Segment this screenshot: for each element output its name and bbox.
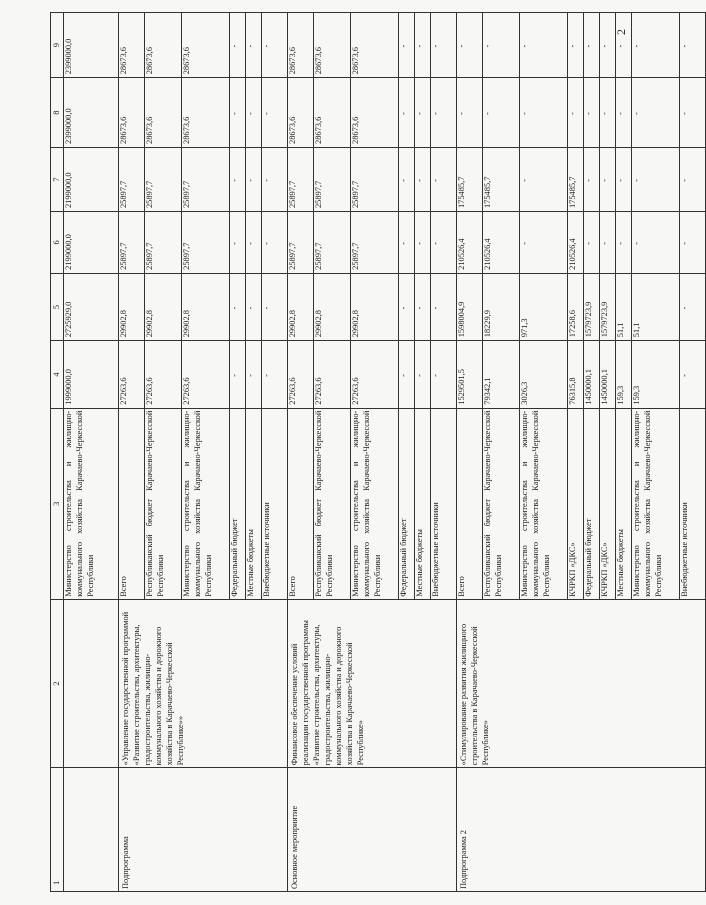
value-cell: 25897,7 xyxy=(182,212,230,274)
value-cell: - xyxy=(262,78,288,148)
value-cell: 27263,6 xyxy=(314,341,351,408)
value-cell: - xyxy=(616,212,632,274)
value-cell: - xyxy=(262,212,288,274)
table-row xyxy=(64,13,119,892)
main-activity-type-cell: Основное мероприятие xyxy=(288,768,457,892)
main-activity-title-cell: Финансовое обеспечение условий реализации государственной программы «Развитие строительства, архитектуры, градостроительства, жилищно-коммунального хозяйства и дорожного хозяйства в Карачаево-Черкесской Республике» xyxy=(288,599,457,768)
value-cell: 2199000,0 xyxy=(64,147,119,211)
value-cell: - xyxy=(230,147,246,211)
value-cell: - xyxy=(520,13,568,78)
value-cell: 1579723,9 xyxy=(584,273,600,340)
value-cell: 25897,7 xyxy=(145,212,182,274)
value-cell: - xyxy=(483,78,520,148)
funding-source-cell: Министерство строительства и жилищно-коммунального хозяйства Карачаево-Черкесской Республики xyxy=(520,408,568,599)
value-cell: - xyxy=(483,13,520,78)
value-cell: - xyxy=(415,341,431,408)
value-cell: - xyxy=(246,341,262,408)
funding-source-cell: Министерство строительства и жилищно-коммунального хозяйства Карачаево-Черкесской Республики xyxy=(351,408,399,599)
value-cell: 210526,4 xyxy=(457,212,483,274)
value-cell: - xyxy=(632,147,680,211)
subprogram-1-title-cell: «Управление государственной программой «Развитие строительства, архитектуры, градостроительства, жилищно-коммунального хозяйства и дорожного хозяйства в Карачаево-Черкесской Республике»» xyxy=(119,599,288,768)
table-row xyxy=(288,13,314,892)
value-cell: - xyxy=(584,147,600,211)
value-cell: - xyxy=(415,13,431,78)
value-cell: - xyxy=(600,212,616,274)
funding-source-cell: Министерство строительства и жилищно-коммунального хозяйства Карачаево-Черкесской Республики xyxy=(64,408,119,599)
value-cell: - xyxy=(632,13,680,78)
funding-source-cell: Местные бюджеты xyxy=(415,408,431,599)
funding-source-cell: Местные бюджеты xyxy=(246,408,262,599)
value-cell: - xyxy=(262,13,288,78)
value-cell: 159,3 xyxy=(632,341,680,408)
column-number-3: 3 xyxy=(51,408,64,599)
value-cell: - xyxy=(584,78,600,148)
value-cell: 3026,3 xyxy=(520,341,568,408)
value-cell: 175485,7 xyxy=(457,147,483,211)
value-cell: 29902,8 xyxy=(119,273,145,340)
value-cell: - xyxy=(246,78,262,148)
value-cell: - xyxy=(680,341,706,408)
value-cell: - xyxy=(399,341,415,408)
value-cell: - xyxy=(616,78,632,148)
value-cell: 25897,7 xyxy=(288,212,314,274)
value-cell: 175485,7 xyxy=(568,147,584,211)
value-cell: - xyxy=(230,13,246,78)
value-cell: - xyxy=(246,147,262,211)
funding-source-cell: Республиканский бюджет Карачаево-Черкесской Республики xyxy=(314,408,351,599)
value-cell: - xyxy=(262,341,288,408)
value-cell: 28673,6 xyxy=(182,78,230,148)
value-cell: 25897,7 xyxy=(314,147,351,211)
budget-table xyxy=(50,12,706,892)
column-number-2: 2 xyxy=(51,599,64,768)
value-cell: - xyxy=(520,212,568,274)
value-cell: - xyxy=(431,273,457,340)
value-cell: 25897,7 xyxy=(351,212,399,274)
value-cell: - xyxy=(415,78,431,148)
value-cell: 28673,6 xyxy=(288,78,314,148)
value-cell: 1450000,1 xyxy=(584,341,600,408)
value-cell: 2399000,0 xyxy=(64,78,119,148)
value-cell: - xyxy=(431,78,457,148)
value-cell: - xyxy=(246,13,262,78)
value-cell: - xyxy=(616,13,632,78)
column-number-5: 5 xyxy=(51,273,64,340)
value-cell: - xyxy=(230,212,246,274)
value-cell: 28673,6 xyxy=(119,13,145,78)
value-cell: - xyxy=(246,212,262,274)
value-cell: - xyxy=(568,13,584,78)
value-cell: 29902,8 xyxy=(314,273,351,340)
value-cell: 25897,7 xyxy=(288,147,314,211)
column-number-4: 4 xyxy=(51,341,64,408)
value-cell: - xyxy=(680,147,706,211)
value-cell: 25897,7 xyxy=(351,147,399,211)
value-cell: 28673,6 xyxy=(314,78,351,148)
value-cell: - xyxy=(230,273,246,340)
value-cell: - xyxy=(616,147,632,211)
column-number-1: 1 xyxy=(51,768,64,892)
value-cell: - xyxy=(431,13,457,78)
value-cell: - xyxy=(415,147,431,211)
value-cell: 28673,6 xyxy=(351,13,399,78)
value-cell: - xyxy=(246,273,262,340)
funding-source-cell: Внебюджетные источники xyxy=(262,408,288,599)
value-cell: 28673,6 xyxy=(351,78,399,148)
funding-source-cell: Внебюджетные источники xyxy=(680,408,706,599)
value-cell: 28673,6 xyxy=(145,78,182,148)
value-cell: - xyxy=(415,212,431,274)
value-cell: 28673,6 xyxy=(314,13,351,78)
page-number: 2 xyxy=(614,29,628,35)
funding-source-cell: Местные бюджеты xyxy=(616,408,632,599)
column-number-9: 9 xyxy=(51,13,64,78)
value-cell: 2399000,0 xyxy=(64,13,119,78)
value-cell: - xyxy=(680,212,706,274)
value-cell: 17258,6 xyxy=(568,273,584,340)
value-cell: - xyxy=(431,147,457,211)
value-cell: 1999000,0 xyxy=(64,341,119,408)
funding-source-cell: Республиканский бюджет Карачаево-Черкесской Республики xyxy=(483,408,520,599)
value-cell: 29902,8 xyxy=(288,273,314,340)
funding-source-cell: Министерство строительства и жилищно-коммунального хозяйства Карачаево-Черкесской Республики xyxy=(182,408,230,599)
value-cell: 29902,8 xyxy=(145,273,182,340)
value-cell: 25897,7 xyxy=(182,147,230,211)
value-cell: - xyxy=(632,78,680,148)
value-cell: - xyxy=(399,212,415,274)
value-cell: 971,3 xyxy=(520,273,568,340)
value-cell: 29902,8 xyxy=(351,273,399,340)
funding-source-cell: Всего xyxy=(457,408,483,599)
value-cell: - xyxy=(680,78,706,148)
subprogram-2-type-cell: Подпрограмма 2 xyxy=(457,768,706,892)
column-number-row xyxy=(51,13,64,892)
value-cell: - xyxy=(680,273,706,340)
value-cell: 27263,6 xyxy=(182,341,230,408)
value-cell: 25897,7 xyxy=(145,147,182,211)
value-cell: 2199000,0 xyxy=(64,212,119,274)
table-row xyxy=(457,13,483,892)
subprogram-1-type-cell: Подпрограмма xyxy=(119,768,288,892)
value-cell: 25897,7 xyxy=(314,212,351,274)
value-cell: - xyxy=(600,147,616,211)
value-cell: - xyxy=(415,273,431,340)
value-cell: 1598004,9 xyxy=(457,273,483,340)
value-cell: - xyxy=(520,147,568,211)
value-cell: 1450000,1 xyxy=(600,341,616,408)
funding-source-cell: Федеральный бюджет xyxy=(399,408,415,599)
value-cell: 159,3 xyxy=(616,341,632,408)
value-cell: 210526,4 xyxy=(483,212,520,274)
value-cell: - xyxy=(399,273,415,340)
value-cell: - xyxy=(568,78,584,148)
value-cell: 27263,6 xyxy=(145,341,182,408)
empty-cell xyxy=(64,599,119,768)
value-cell: - xyxy=(431,212,457,274)
value-cell: - xyxy=(680,13,706,78)
value-cell: 27263,6 xyxy=(119,341,145,408)
value-cell: 28673,6 xyxy=(288,13,314,78)
funding-source-cell: Внебюджетные источники xyxy=(431,408,457,599)
value-cell: - xyxy=(431,341,457,408)
funding-source-cell: Федеральный бюджет xyxy=(230,408,246,599)
value-cell: 210526,4 xyxy=(568,212,584,274)
value-cell: 1529501,5 xyxy=(457,341,483,408)
value-cell: 51,1 xyxy=(632,273,680,340)
value-cell: 76315,8 xyxy=(568,341,584,408)
value-cell: 25897,7 xyxy=(119,147,145,211)
value-cell: - xyxy=(399,78,415,148)
value-cell: 18229,9 xyxy=(483,273,520,340)
value-cell: 27263,6 xyxy=(288,341,314,408)
value-cell: - xyxy=(230,78,246,148)
column-number-7: 7 xyxy=(51,147,64,211)
value-cell: 175485,7 xyxy=(483,147,520,211)
value-cell: 2725929,0 xyxy=(64,273,119,340)
value-cell: 29902,8 xyxy=(182,273,230,340)
rotated-page xyxy=(50,12,689,892)
funding-source-cell: Федеральный бюджет xyxy=(584,408,600,599)
funding-source-cell: Республиканский бюджет Карачаево-Черкесской Республики xyxy=(145,408,182,599)
value-cell: 51,1 xyxy=(616,273,632,340)
value-cell: - xyxy=(520,78,568,148)
value-cell: 28673,6 xyxy=(145,13,182,78)
value-cell: 27263,6 xyxy=(351,341,399,408)
table-row xyxy=(119,13,145,892)
value-cell: 79342,1 xyxy=(483,341,520,408)
value-cell: - xyxy=(399,13,415,78)
column-number-8: 8 xyxy=(51,78,64,148)
value-cell: - xyxy=(584,13,600,78)
funding-source-cell: КЧРКП «ДКС» xyxy=(600,408,616,599)
value-cell: - xyxy=(632,212,680,274)
value-cell: - xyxy=(262,147,288,211)
value-cell: 1579723,9 xyxy=(600,273,616,340)
value-cell: - xyxy=(600,78,616,148)
funding-source-cell: Всего xyxy=(119,408,145,599)
value-cell: - xyxy=(457,13,483,78)
value-cell: - xyxy=(230,341,246,408)
value-cell: - xyxy=(399,147,415,211)
value-cell: - xyxy=(262,273,288,340)
column-number-6: 6 xyxy=(51,212,64,274)
empty-cell xyxy=(64,768,119,892)
table-body xyxy=(51,13,706,892)
value-cell: 28673,6 xyxy=(182,13,230,78)
value-cell: 28673,6 xyxy=(119,78,145,148)
funding-source-cell: КЧРКП «ДКС» xyxy=(568,408,584,599)
value-cell: - xyxy=(457,78,483,148)
funding-source-cell: Всего xyxy=(288,408,314,599)
subprogram-2-title-cell: «Стимулирование развития жилищного строительства в Карачаево-Черкесской Республике» xyxy=(457,599,706,768)
funding-source-cell: Министерство строительства и жилищно-коммунального хозяйства Карачаево-Черкесской Республики xyxy=(632,408,680,599)
value-cell: - xyxy=(584,212,600,274)
value-cell: - xyxy=(600,13,616,78)
value-cell: 25897,7 xyxy=(119,212,145,274)
